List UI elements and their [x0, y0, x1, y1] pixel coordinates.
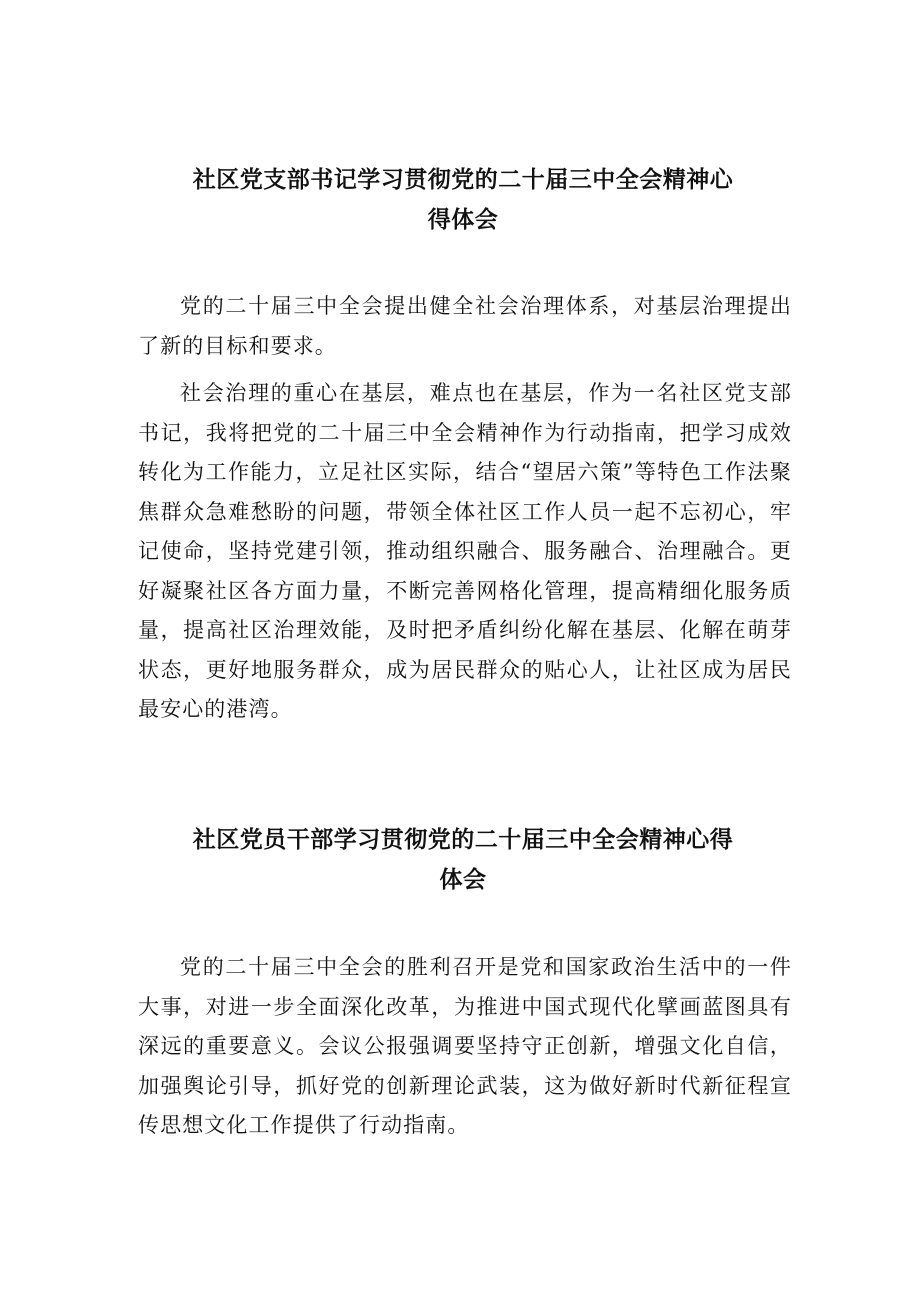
section-1-title-line-1: 社区党支部书记学习贯彻党的二十届三中全会精神心 — [192, 167, 734, 193]
section-2-title-line-2: 体会 — [439, 867, 487, 893]
section-2-paragraph-1: 党的二十届三中全会的胜利召开是党和国家政治生活中的一件大事，对进一步全面深化改革，为推进中国式现代化擘画蓝图具有深远的重要意义。会议公报强调要坚持守正创新，增强文化自信，加强舆论引导，抓好党的创新理论武装，这为做好新时代新征程宣传思想文化工作提供了行动指南。 — [138, 955, 792, 1137]
section-1-title — [138, 160, 788, 240]
section-1-paragraph-2: 社会治理的重心在基层，难点也在基层，作为一名社区党支部书记，我将把党的二十届三中全会精神作为行动指南，把学习成效转化为工作能力，立足社区实际，结合“望居六策”等特色工作法聚焦群众急难愁盼的问题，带领全体社区工作人员一起不忘初心，牢记使命，坚持党建引领，推动组织融合、服务融合、治理融合。更好凝聚社区各方面力量，不断完善网格化管理，提高精细化服务质量，提高社区治理效能，及时把矛盾纠纷化解在基层、化解在萌芽状态，更好地服务群众，成为居民群众的贴心人，让社区成为居民最安心的港湾。 — [138, 381, 792, 721]
section-1-paragraph-1: 党的二十届三中全会提出健全社会治理体系，对基层治理提出了新的目标和要求。 — [138, 294, 792, 358]
section-1-title-line-2: 得体会 — [427, 207, 499, 233]
section-2-title-line-1: 社区党员干部学习贯彻党的二十届三中全会精神心得 — [192, 827, 734, 853]
section-2-title — [138, 820, 788, 900]
